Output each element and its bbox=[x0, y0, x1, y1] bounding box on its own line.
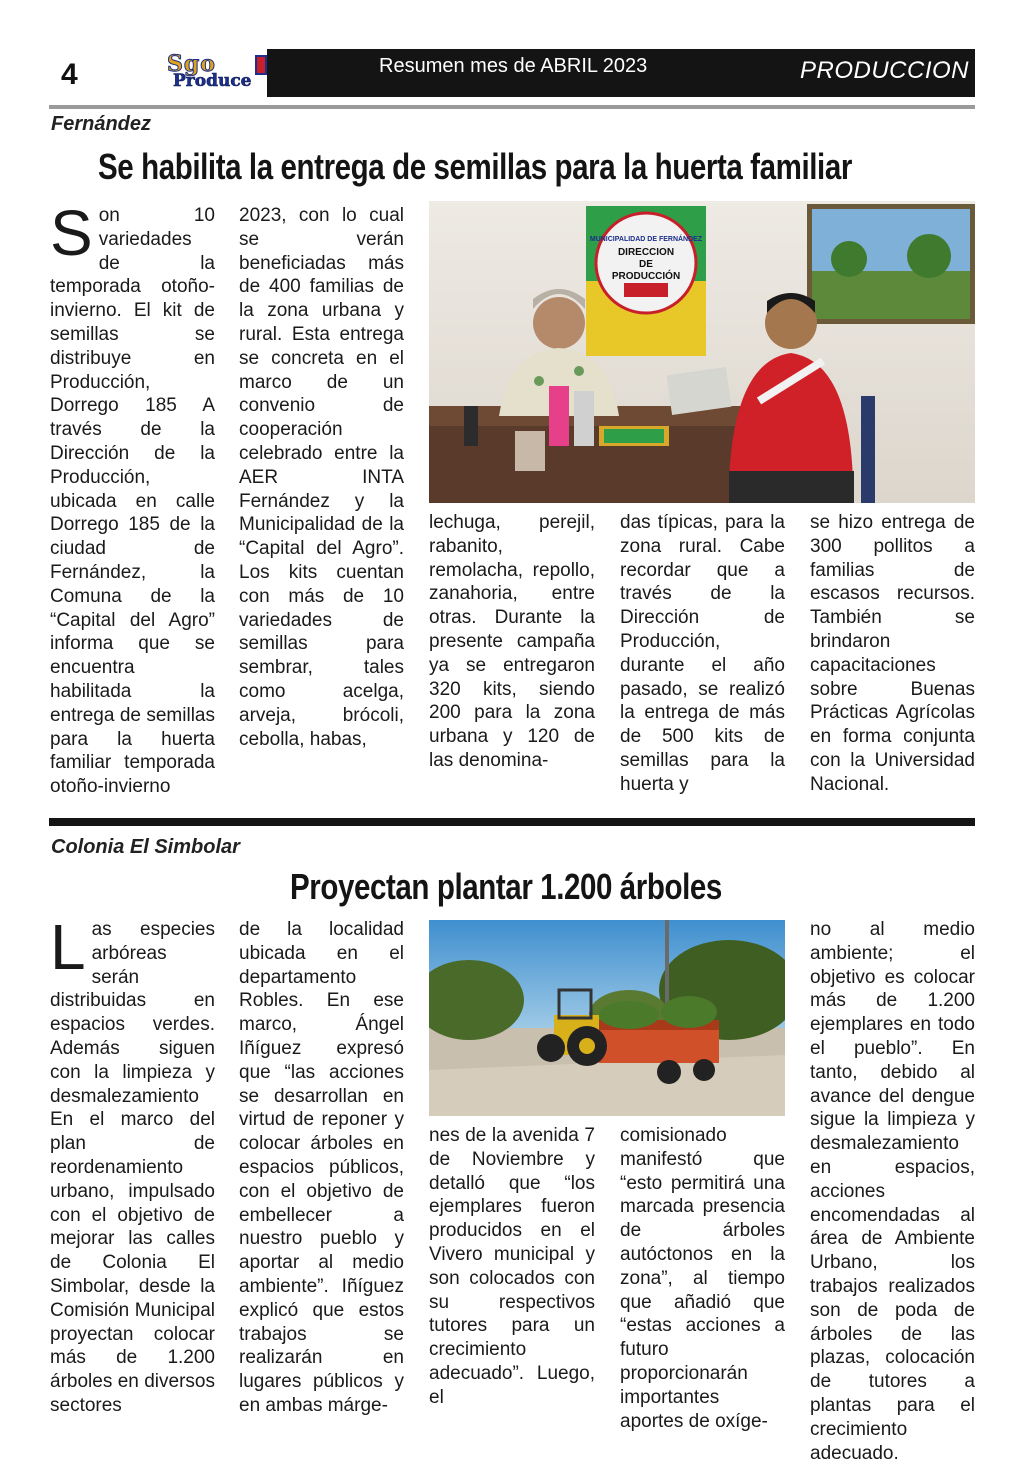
logo-text-top: Sgo bbox=[167, 51, 216, 77]
flag-text-de: DE bbox=[639, 259, 653, 270]
page-header bbox=[49, 49, 975, 97]
article2-column-4: comisionado manifestó que “esto permitirá una marcada presencia de árboles autóctonos en la zona”, al tiempo que añadió que “estas acciones a futuro proporcionarán importantes aportes de oxíge- bbox=[620, 1125, 785, 1432]
logo-flag-icon bbox=[255, 55, 267, 75]
page-number: 4 bbox=[49, 49, 113, 97]
article1-column-2: 2023, con lo cual se verán beneficiadas más de 400 familias de la zona urbana y rural. Esta entrega se concreta en el marco de un convenio de cooperación celebrado entre la AER INTA Fernández y la Municipalidad de la “Capital del Agro”. Los kits cuentan con más de 10 variedades de semillas para sembrar, tales como acelga, arveja, brócoli, cebolla, habas, bbox=[239, 205, 404, 750]
article1-column-5: se hizo entrega de 300 pollitos a familias de escasos recursos. También se brindaron capacitaciones sobre Buenas Prácticas Agrícolas en forma conjunta con la Universidad Nacional. bbox=[810, 512, 975, 795]
tractor-photo bbox=[429, 920, 785, 1116]
flag-text-produccion: PRODUCCIÓN bbox=[611, 271, 681, 282]
publication-logo bbox=[113, 49, 267, 97]
article1-headline: Se habilita la entrega de semillas para la huerta familiar bbox=[98, 146, 852, 187]
article1-column-1-text: on 10 variedades de la temporada otoño-invierno. El kit de semillas se distribuye en Producción, Dorrego 185 A través de la Dirección de la Producción, ubicada en calle Dorrego 185 de la ciudad de Fernández, la Comuna de la “Capital del Agro” informa que se encuentra habilitada la entrega de semillas para la huerta familiar temporada otoño-invierno bbox=[50, 205, 215, 798]
seed-delivery-photo bbox=[429, 201, 975, 503]
article1-column-1 bbox=[50, 197, 215, 804]
section-name: PRODUCCION bbox=[799, 57, 969, 84]
article-divider bbox=[49, 818, 975, 826]
article1-kicker: Fernández bbox=[51, 113, 152, 135]
logo-text-bottom: Produce bbox=[173, 71, 252, 91]
article2-column-1-text: as especies arbóreas serán distribuidas en espacios verdes. Además siguen con la limpieza y desmalezamiento En el marco del plan de reordenamiento urbano, impulsado con el objetivo de mejorar las calles de Colonia El Simbolar, desde la Comisión Municipal proyectan colocar más de 1.200 árboles en diversos sectores bbox=[50, 919, 215, 1416]
flag-text-direccion: DIRECCION bbox=[617, 247, 675, 258]
article2-column-1 bbox=[50, 911, 215, 1416]
flag-text-municipality: MUNICIPALIDAD DE FERNÁNDEZ bbox=[589, 236, 703, 243]
article1-column-3: lechuga, perejil, rabanito, remolacha, repollo, zanahoria, entre otras. Durante la presente campaña ya se entregaron 320 kits, siendo 200 para la zona urbana y 120 de las denomina- bbox=[429, 512, 595, 771]
article2-column-5: no al medio ambiente; el objetivo es colocar más de 1.200 ejemplares en todo el pueblo”. En tanto, debido al avance del dengue sigue la limpieza y desmalezamiento en espacios, acciones encomendadas al área de Ambiente Urbano, los trabajos realizados son de poda de árboles de las plazas, colocación de tutores a plantas para el crecimiento adecuado. bbox=[810, 919, 975, 1464]
article1-dropcap: S bbox=[50, 197, 93, 269]
issue-subtitle: Resumen mes de ABRIL 2023 bbox=[379, 55, 648, 77]
article1-photo bbox=[429, 201, 975, 503]
article2-headline: Proyectan plantar 1.200 árboles bbox=[290, 866, 722, 907]
article2-dropcap: L bbox=[50, 911, 86, 983]
article2-column-2: de la localidad ubicada en el departamento Robles. En ese marco, Ángel Iñíguez expresó que “las acciones se desarrollan en virtud de reponer y colocar árboles en espacios públicos, con el objetivo de embellecer a nuestro pueblo y aportar al medio ambiente”. Iñíguez explicó que estos trabajos se realizarán en lugares públicos y en ambas márge- bbox=[239, 919, 404, 1416]
article1-column-4: das típicas, para la zona rural. Cabe recordar que a través de la Dirección de Producción, durante el año pasado, se realizó la entrega de más de 500 kits de semillas para la huerta y bbox=[620, 512, 785, 795]
article2-photo bbox=[429, 920, 785, 1116]
article2-column-3: nes de la avenida 7 de Noviembre y detalló que “los ejemplares fueron producidos en el Vivero municipal y son colocados con su respectivos tutores para un crecimiento adecuado”. Luego, el bbox=[429, 1125, 595, 1408]
header-divider bbox=[49, 105, 975, 109]
article2-kicker: Colonia El Simbolar bbox=[51, 836, 240, 858]
